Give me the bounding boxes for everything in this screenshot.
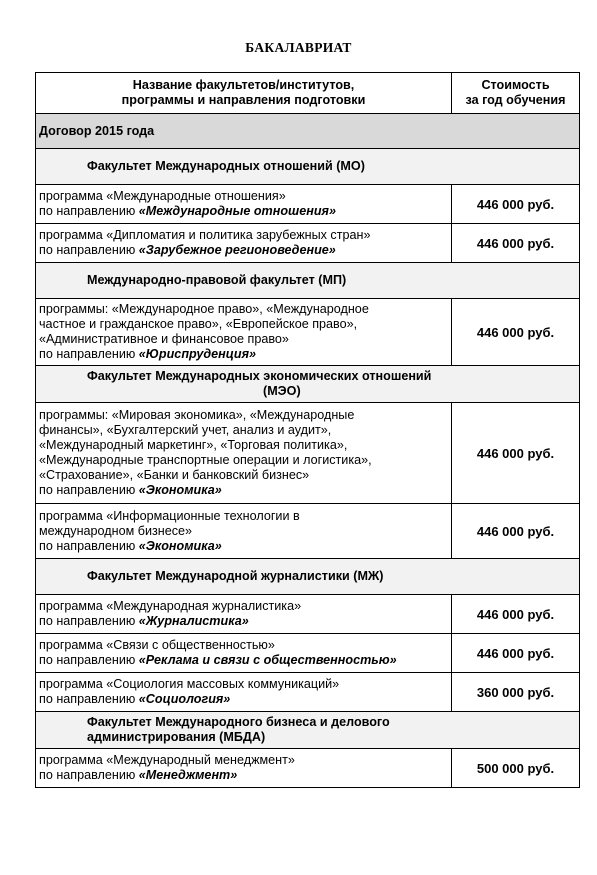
program-line: программы: «Международное право», «Международное [39,302,369,316]
direction-name: «Экономика» [138,538,222,553]
direction-name: «Экономика» [138,483,222,497]
program-line: программа «Информационные технологии в [39,508,300,523]
direction-name: «Менеджмент» [138,768,238,782]
program-price: 446 000 руб. [452,504,580,559]
program-description [36,299,452,366]
faculty-name [36,366,580,403]
faculty-name-text: Факультет Международной журналистики (МЖ) [87,569,384,583]
table-header-row [36,73,580,114]
program-description [36,634,452,673]
header-name-line1: Название факультетов/институтов, [132,78,355,92]
program-description [36,673,452,712]
contract-label: Договор 2015 года [36,114,580,149]
header-program-name [36,73,452,114]
direction-line [39,539,448,554]
faculty-name [36,559,580,595]
faculty-name [36,149,580,185]
program-row [36,403,580,504]
program-description [36,595,452,634]
faculty-row [36,366,580,403]
direction-line [39,347,448,362]
program-row [36,185,580,224]
program-line: «Административное и финансовое право» [39,332,289,346]
program-price: 446 000 руб. [452,595,580,634]
program-line: «Международный маркетинг», «Торговая политика», [39,438,348,452]
program-row [36,673,580,712]
program-row [36,299,580,366]
direction-prefix: по направлению [39,768,139,782]
program-line: программа «Дипломатия и политика зарубежных стран» [39,228,371,242]
direction-name: «Социология» [138,692,231,706]
program-description [36,749,452,788]
direction-line [39,768,448,783]
direction-prefix: по направлению [39,614,139,628]
direction-name: «Зарубежное регионоведение» [138,243,336,257]
direction-prefix: по направлению [39,538,139,553]
program-line: программа «Связи с общественностью» [39,638,275,652]
header-cost [452,73,580,114]
program-line: программа «Международные отношения» [39,189,286,203]
program-price: 360 000 руб. [452,673,580,712]
direction-prefix: по направлению [39,243,139,257]
program-line: частное и гражданское право», «Европейское право», [39,317,358,331]
tuition-table [35,72,580,788]
program-description [36,185,452,224]
direction-line [39,614,448,629]
program-line: «Международные транспортные операции и логистика», [39,453,372,467]
program-price: 446 000 руб. [452,185,580,224]
faculty-row [36,712,580,749]
page-title: БАКАЛАВРИАТ [245,40,352,55]
program-line: программа «Социология массовых коммуникаций» [39,677,340,691]
faculty-row [36,559,580,595]
direction-name: «Международные отношения» [138,204,336,218]
header-cost-line1: Стоимость [481,78,550,92]
program-description [36,504,452,559]
program-description [36,224,452,263]
faculty-row [36,149,580,185]
direction-line [39,483,448,498]
direction-prefix: по направлению [39,204,139,218]
faculty-name-text: Факультет Международных экономических отношений [87,369,432,383]
faculty-name-text: Международно-правовой факультет (МП) [87,273,347,287]
faculty-row [36,263,580,299]
direction-name: «Журналистика» [138,614,249,628]
faculty-name [36,263,580,299]
direction-line [39,653,448,668]
program-line: программа «Международная журналистика» [39,599,302,613]
header-cost-line2: за год обучения [465,93,566,107]
faculty-name-text: Факультет Международных отношений (МО) [87,159,365,173]
program-price: 446 000 руб. [452,403,580,504]
program-price: 446 000 руб. [452,224,580,263]
direction-prefix: по направлению [39,692,139,706]
direction-line [39,692,448,707]
faculty-name [36,712,580,749]
faculty-name-text: администрирования (МБДА) [87,730,266,744]
program-row [36,749,580,788]
program-row [36,634,580,673]
program-row [36,595,580,634]
program-price: 446 000 руб. [452,634,580,673]
program-row [36,504,580,559]
direction-line [39,243,448,258]
direction-prefix: по направлению [39,347,139,361]
faculty-name-text: (МЭО) [263,384,301,398]
program-line: финансы», «Бухгалтерский учет, анализ и аудит», [39,423,332,437]
direction-name: «Реклама и связи с общественностью» [138,653,397,667]
direction-prefix: по направлению [39,483,139,497]
header-name-line2: программы и направления подготовки [121,93,366,107]
program-line: «Страхование», «Банки и банковский бизнес» [39,468,310,482]
program-line: международном бизнесе» [39,523,193,538]
contract-row [36,114,580,149]
direction-name: «Юриспруденция» [138,347,257,361]
program-row [36,224,580,263]
faculty-name-text: Факультет Международного бизнеса и делового [87,715,390,729]
program-price: 500 000 руб. [452,749,580,788]
direction-line [39,204,448,219]
program-line: программы: «Мировая экономика», «Международные [39,408,355,422]
program-price: 446 000 руб. [452,299,580,366]
direction-prefix: по направлению [39,653,139,667]
program-description [36,403,452,504]
program-line: программа «Международный менеджмент» [39,753,295,767]
